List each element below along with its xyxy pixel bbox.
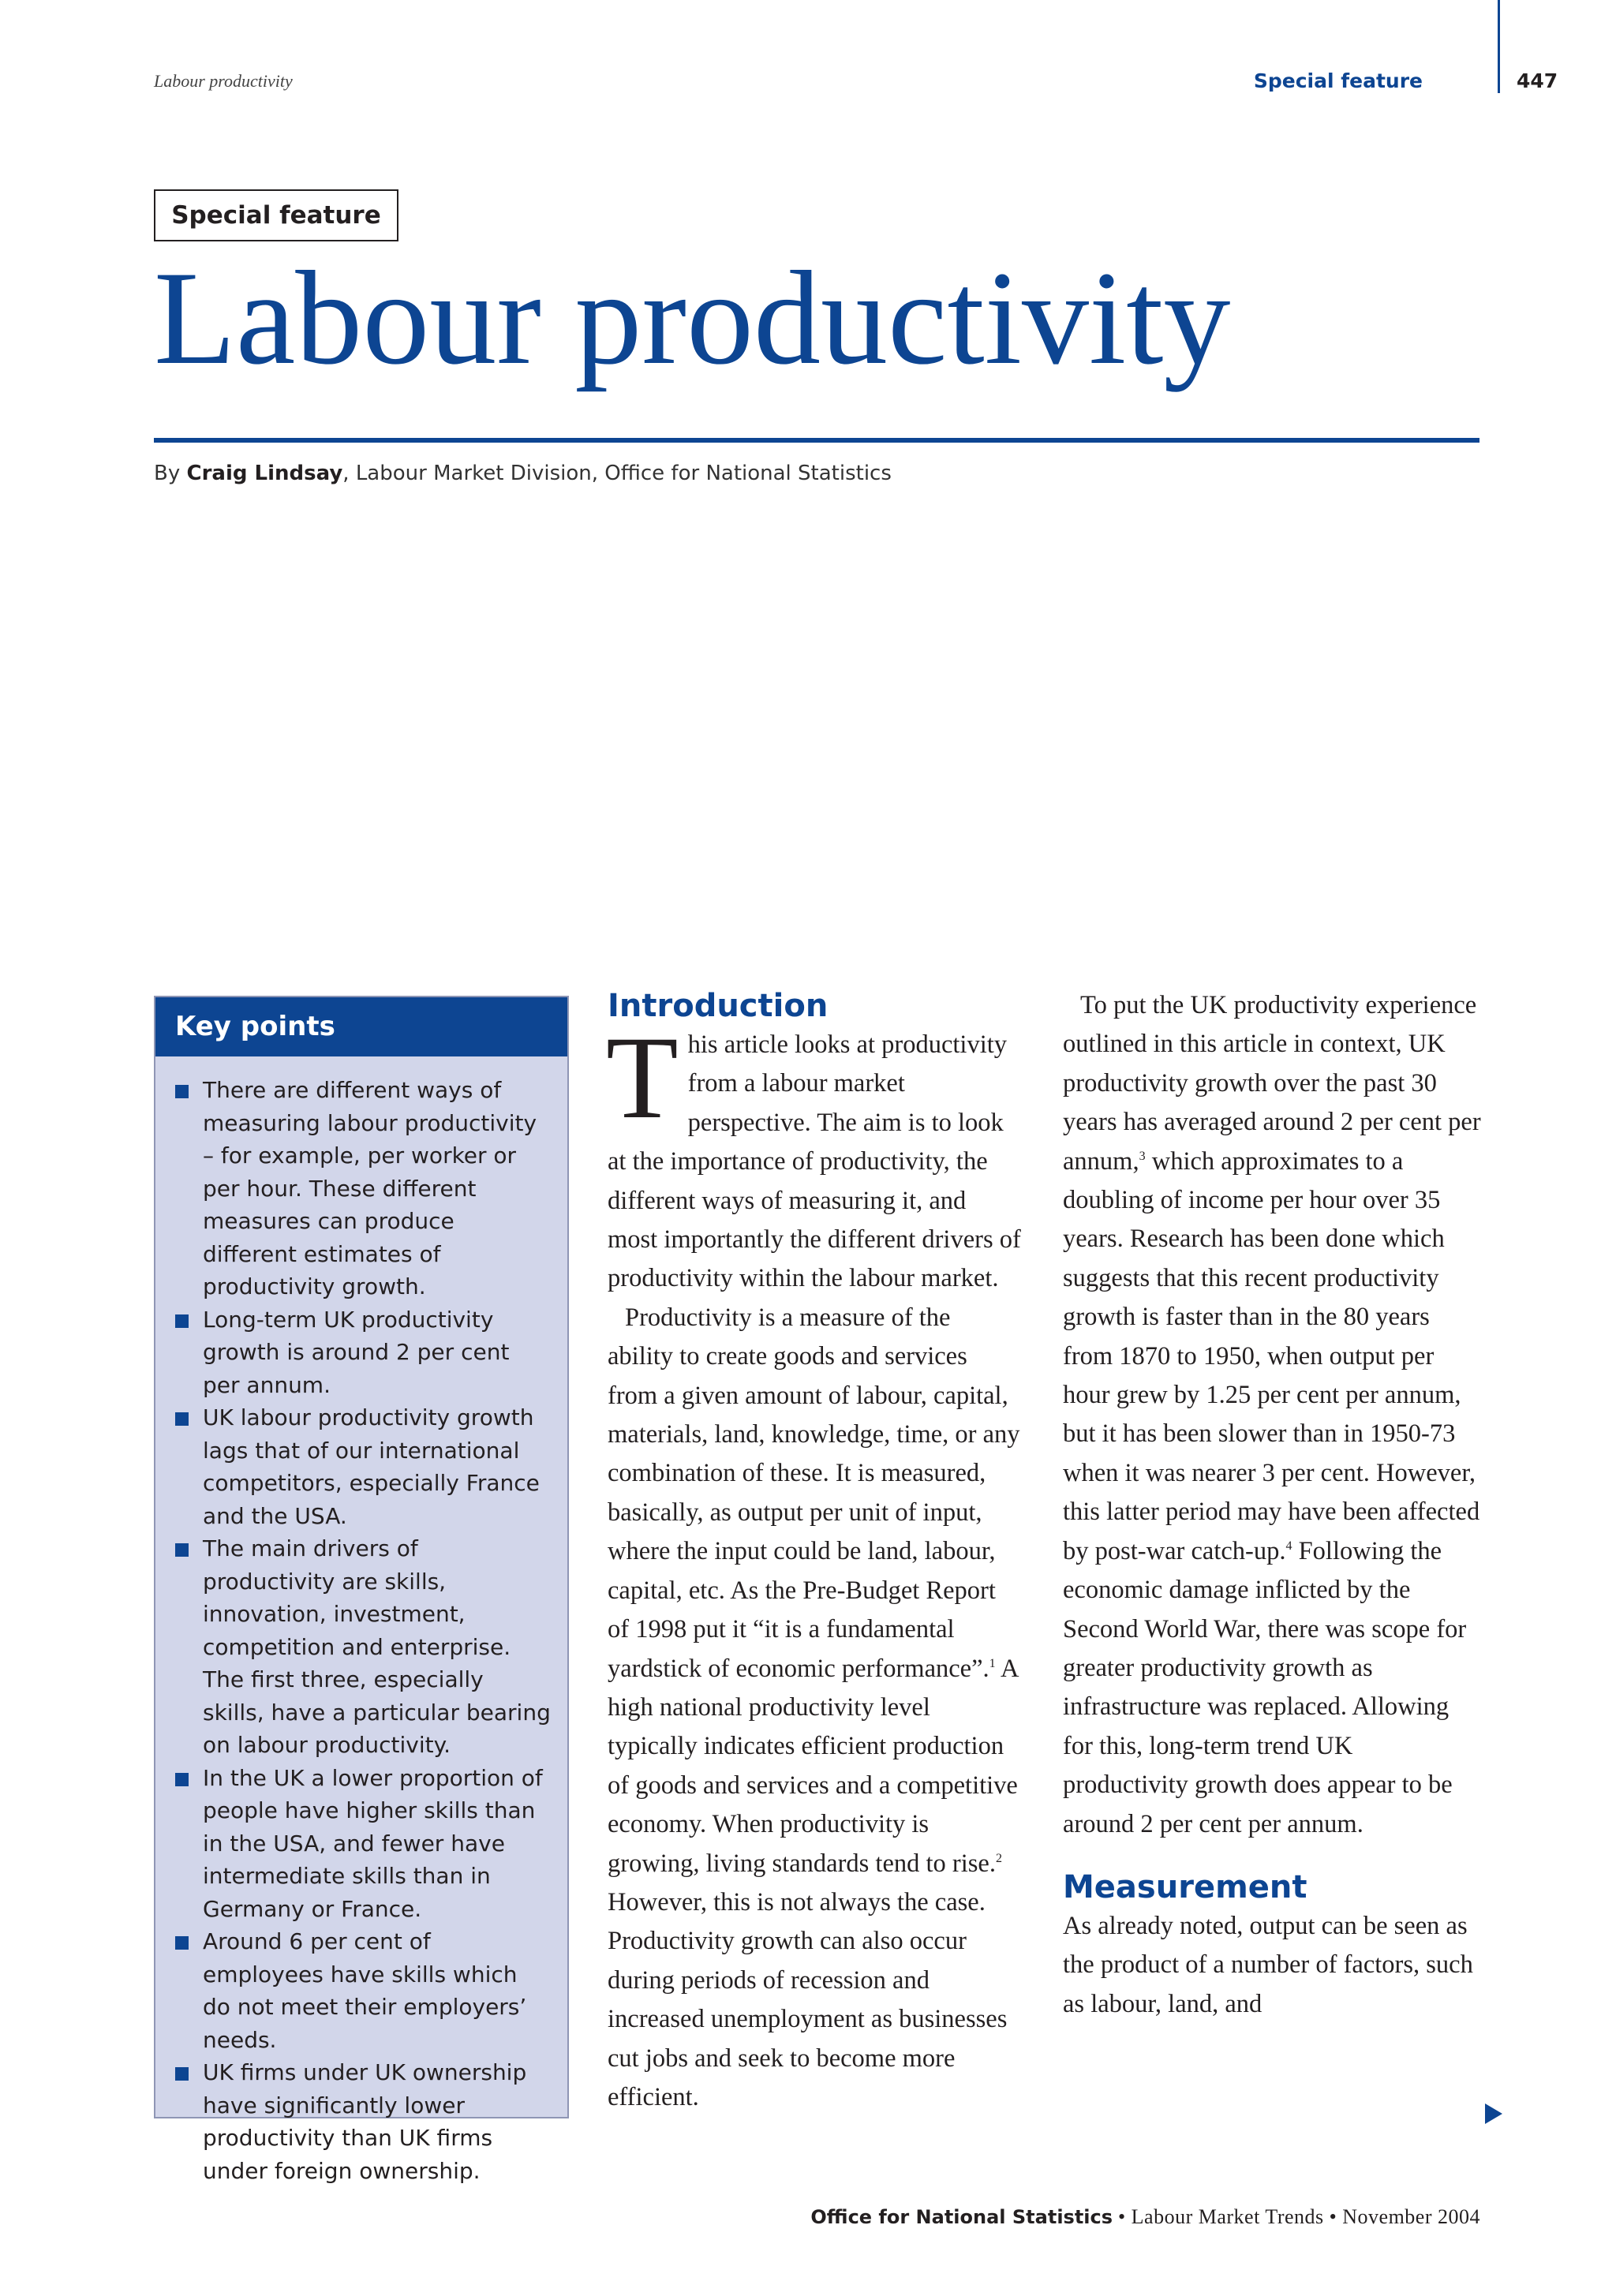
square-bullet-icon (175, 1936, 189, 1950)
footer (810, 2205, 1480, 2229)
intro-paragraph-2 (608, 1299, 1022, 2118)
footnote-ref-2: 2 (995, 1851, 1002, 1865)
running-title: Labour productivity (154, 71, 293, 91)
footer-org: Office for National Statistics (810, 2206, 1113, 2228)
page-title: Labour productivity (154, 244, 1231, 392)
list-item (175, 1925, 552, 2056)
list-item (175, 1074, 552, 1303)
header-divider (1498, 0, 1500, 93)
body-column-2 (608, 986, 1022, 2117)
context-paragraph-text-b: which approximates to a doubling of income per hour over 35 years. Research has been done which suggests that this recent productivity growth is faster than in the 80 years from 1870 to 1950, when output per hour grew by 1.25 per cent per annum, but it has been slower than in 1950-73 when it was nearer 3 per cent. However, this latter period may have been affected by post-war catch-up. (1063, 1146, 1480, 1565)
intro-paragraph-1-text: his article looks at productivity from a labour market perspective. The aim is to look at the importance of productivity, the different ways of measuring it, and most importantly the different drivers of productivity within the labour market. (608, 1030, 1021, 1293)
list-item (175, 1762, 552, 1926)
intro-paragraph-2-text-b: A high national productivity level typically indicates efficient production of goods and services and a competitive economy. When productivity is growing, living standards tend to rise. (608, 1654, 1018, 1878)
context-paragraph-text-a: To put the UK productivity experience outlined in this article in context, UK productivity growth over the past 30 years has averaged around 2 per cent per annum, (1063, 991, 1481, 1176)
list-item (175, 1401, 552, 1532)
measurement-heading: Measurement (1063, 1868, 1307, 1905)
list-item (175, 2056, 552, 2187)
key-point-text: There are different ways of measuring labour productivity – for example, per worker or per hour. These different measures can produce different estimates of productivity growth. (203, 1077, 537, 1299)
list-item (175, 1532, 552, 1762)
key-point-text: Around 6 per cent of employees have skills which do not meet their employers’ needs. (203, 1928, 527, 2053)
triangle-right-icon (1485, 2103, 1502, 2124)
footnote-ref-4: 4 (1285, 1539, 1292, 1553)
key-point-text: The main drivers of productivity are skills, innovation, investment, competition and enterprise. The first three, especially skills, have a particular bearing on labour productivity. (203, 1535, 551, 1758)
footer-date: November 2004 (1342, 2205, 1480, 2228)
feature-label-box: Special feature (154, 189, 398, 241)
author-name: Craig Lindsay (186, 462, 343, 485)
drop-cap: T (606, 1012, 679, 1143)
square-bullet-icon (175, 1543, 189, 1557)
footer-separator: • (1323, 2205, 1343, 2228)
square-bullet-icon (175, 1773, 189, 1786)
body-column-3 (1063, 986, 1482, 2024)
key-point-text: Long-term UK productivity growth is around 2 per cent per annum. (203, 1306, 510, 1398)
footer-separator: • (1113, 2205, 1132, 2228)
intro-paragraph-1 (606, 1012, 1022, 1299)
context-paragraph-text-c: Following the economic damage inflicted by the Second World War, there was scope for greater productivity growth as infrastructure was replaced. Allowing for this, long-term trend UK productivity growth does appear to be around 2 per cent per annum. (1063, 1536, 1467, 1838)
key-point-text: UK labour productivity growth lags that of our international competitors, especially France and the USA. (203, 1404, 540, 1529)
key-points-list (155, 1056, 567, 2187)
key-points-heading: Key points (155, 997, 567, 1056)
square-bullet-icon (175, 2067, 189, 2081)
key-points-box (154, 996, 569, 2184)
square-bullet-icon (175, 1412, 189, 1426)
footer-publication: Labour Market Trends (1131, 2205, 1324, 2228)
key-point-text: UK firms under UK ownership have significantly lower productivity than UK firms under foreign ownership. (203, 2059, 527, 2184)
intro-paragraph-2-text-a: Productivity is a measure of the ability to create goods and services from a given amount of labour, capital, materials, land, knowledge, time, or any combination of these. It is measured, basically, as output per unit of input, where the input could be land, labour, capital, etc. As the Pre-Budget Report of 1998 put it “it is a fundamental yardstick of economic performance”. (608, 1303, 1020, 1683)
context-paragraph (1063, 986, 1482, 1844)
list-item (175, 1303, 552, 1402)
key-point-text: In the UK a lower proportion of people have higher skills than in the USA, and fewer have intermediate skills than in Germany or France. (203, 1764, 543, 1922)
header-section-label: Special feature (1253, 69, 1423, 92)
square-bullet-icon (175, 1085, 189, 1098)
byline-prefix: By (154, 462, 187, 485)
page-number: 447 (1517, 69, 1558, 92)
introduction-heading: Introduction (608, 988, 829, 1024)
square-bullet-icon (175, 1314, 189, 1328)
byline (154, 462, 892, 485)
intro-paragraph-2-text-c: However, this is not always the case. Productivity growth can also occur during periods of recession and increased unemployment as businesses cut jobs and seek to become more efficient. (608, 1887, 1008, 2111)
title-divider (154, 438, 1479, 443)
footnote-ref-1: 1 (989, 1656, 996, 1670)
measurement-paragraph: As already noted, output can be seen as the product of a number of factors, such as labour, land, and (1063, 1911, 1473, 2018)
author-affiliation: , Labour Market Division, Office for National Statistics (342, 462, 892, 485)
footnote-ref-3: 3 (1139, 1149, 1146, 1163)
